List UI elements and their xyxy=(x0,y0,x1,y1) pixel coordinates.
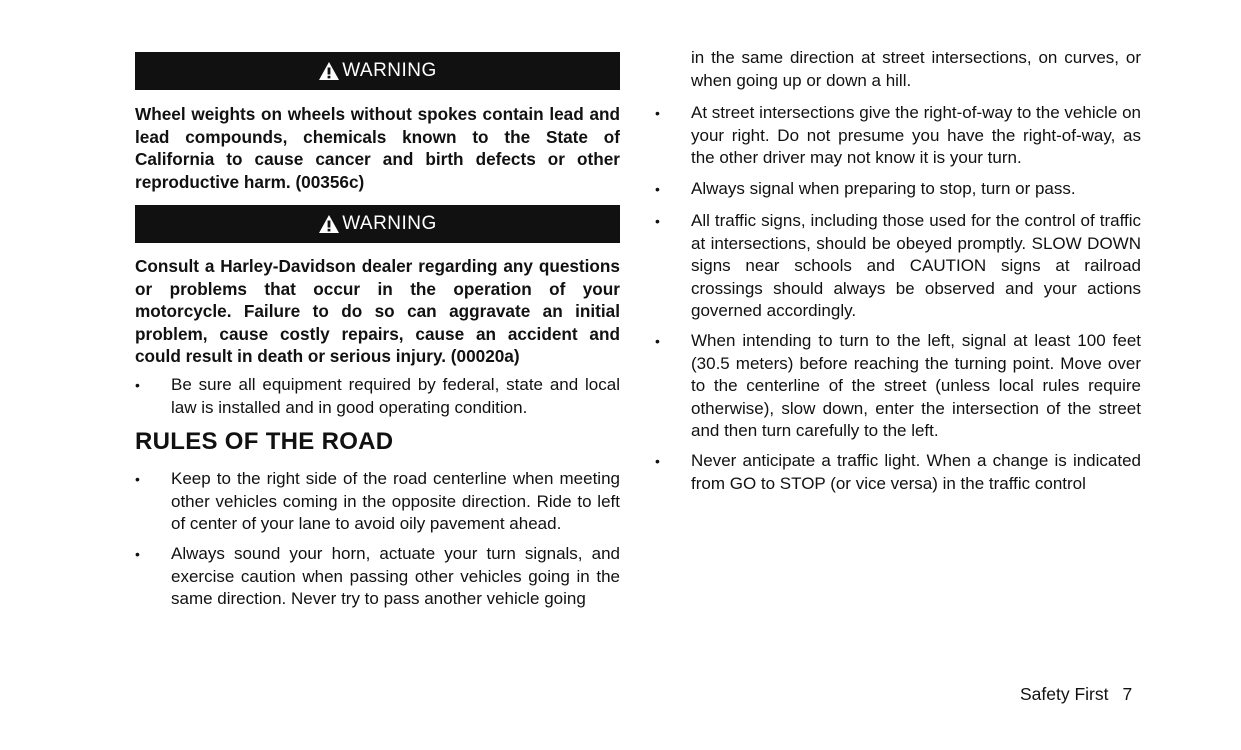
bullet-icon: • xyxy=(655,181,660,197)
list-item-text: All traffic signs, including those used for the control of traffic at intersections, should be obeyed promptly. SLOW DOWN signs near schools and CAUTION signs at railroad crossings should always be observed and your actions governed accordingly. xyxy=(691,211,1141,320)
continued-text: in the same direction at street intersections, on curves, or when going up or down a hill. xyxy=(691,48,1141,90)
footer-section-title: Safety First xyxy=(1020,684,1109,704)
warning-label: WARNING xyxy=(342,213,437,234)
list-item-text: Always sound your horn, actuate your turn signals, and exercise caution when passing other vehicles going in the same direction. Never try to pass another vehicle going xyxy=(171,544,620,608)
page-number: 7 xyxy=(1122,684,1133,704)
warning-text-lead: Wheel weights on wheels without spokes contain lead and lead compounds, chemicals known to the State of California to cause cancer and birth defects or other reproductive harm. (00356c) xyxy=(135,104,620,192)
bullet-icon: • xyxy=(135,546,140,562)
list-item-text: Never anticipate a traffic light. When a change is indicated from GO to STOP (or vice versa) in the traffic control xyxy=(691,451,1141,493)
bullet-icon: • xyxy=(655,333,660,349)
bullet-icon: • xyxy=(135,377,140,393)
page-footer xyxy=(1020,684,1132,705)
bullet-icon: • xyxy=(135,471,140,487)
list-item-text: Keep to the right side of the road centerline when meeting other vehicles coming in the opposite direction. Ride to left of center of your lane to avoid oily pavement ahead. xyxy=(171,469,620,533)
list-item-text: Always signal when preparing to stop, turn or pass. xyxy=(691,179,1076,198)
warning-banner xyxy=(135,52,620,90)
warning-triangle-icon xyxy=(318,61,340,81)
list-item-text: At street intersections give the right-of-way to the vehicle on your right. Do not presume you have the right-of-way, as the other driver may not know it is your turn. xyxy=(691,103,1141,167)
bullet-icon: • xyxy=(655,213,660,229)
bullet-icon: • xyxy=(655,105,660,121)
warning-label: WARNING xyxy=(342,60,437,81)
list-item-text: Be sure all equipment required by federal, state and local law is installed and in good operating condition. xyxy=(171,375,620,417)
section-heading: RULES OF THE ROAD xyxy=(135,428,394,455)
warning-text-dealer: Consult a Harley-Davidson dealer regarding any questions or problems that occur in the operation of your motorcycle. Failure to do so can aggravate an initial problem, cause costly repairs, cause an accident and could result in death or serious injury. (00020a) xyxy=(135,256,620,366)
bullet-icon: • xyxy=(655,453,660,469)
warning-triangle-icon xyxy=(318,214,340,234)
list-item-text: When intending to turn to the left, signal at least 100 feet (30.5 meters) before reaching the turning point. Move over to the centerline of the street (unless local rules require otherwise), slow down, enter the intersection of the street and then turn carefully to the left. xyxy=(691,331,1141,440)
warning-banner xyxy=(135,205,620,243)
